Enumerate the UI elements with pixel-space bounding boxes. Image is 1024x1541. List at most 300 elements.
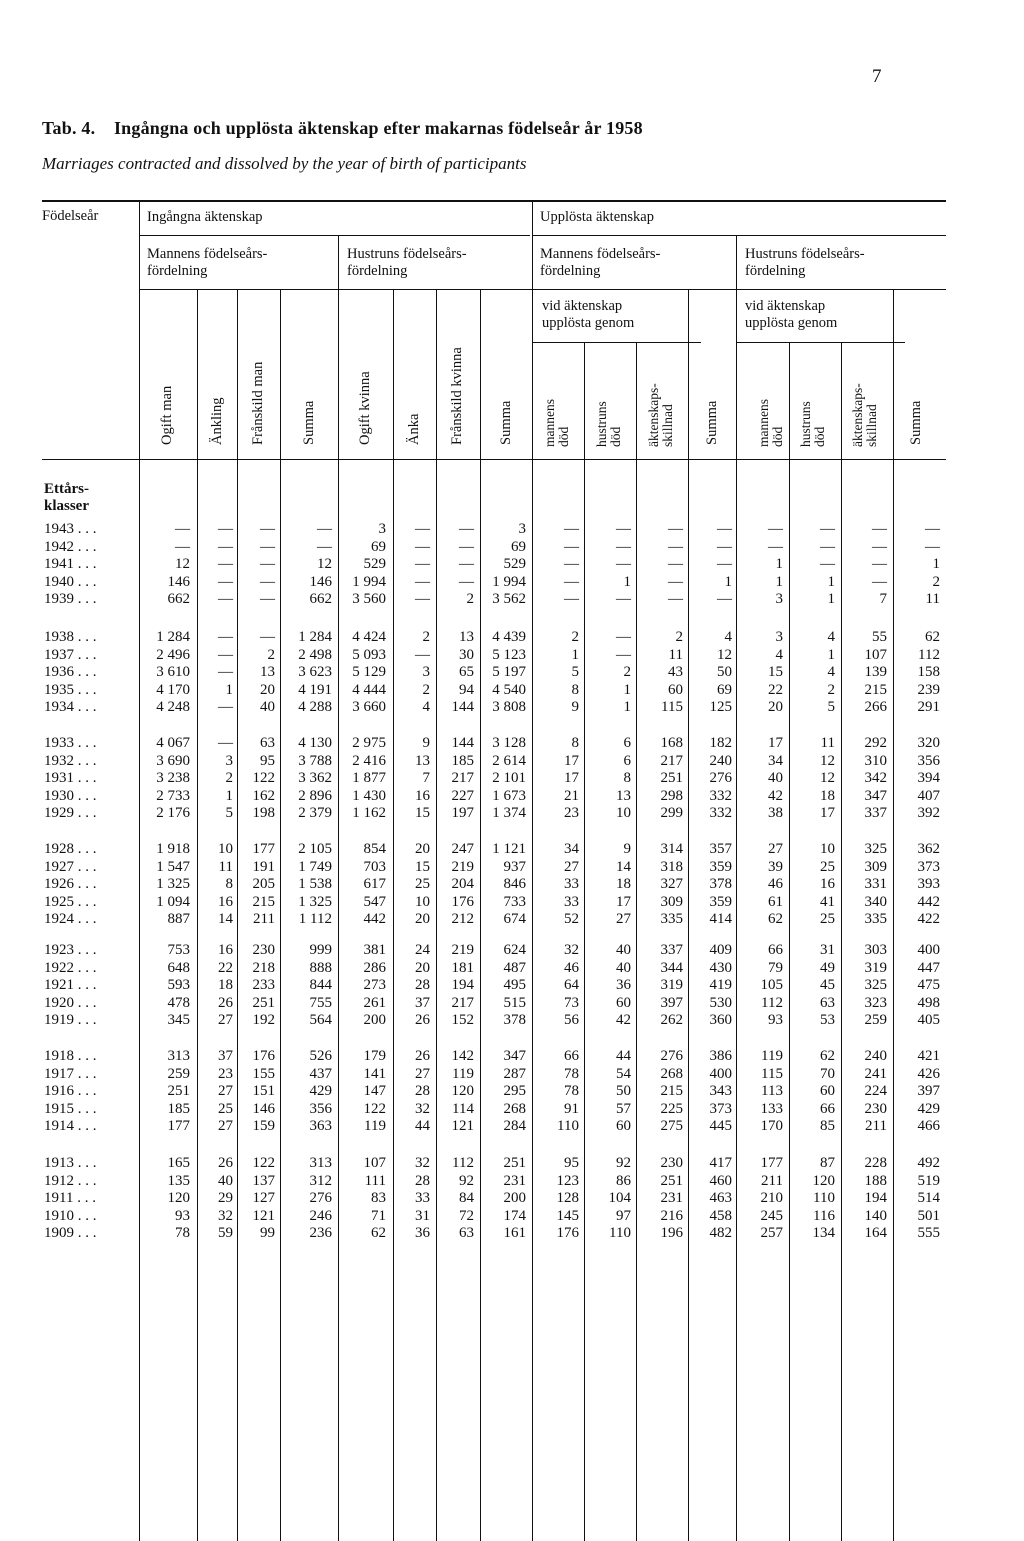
table-cell: 2 101 — [492, 770, 526, 787]
table-cell: 359 — [709, 893, 732, 910]
table-cell: 144 — [451, 735, 474, 751]
table-cell: 25 — [415, 876, 430, 893]
col-header-line: död — [556, 426, 571, 447]
table-cell: 165 — [167, 1155, 190, 1171]
table-cell: 400 — [709, 1065, 732, 1082]
table-cell: 177 — [167, 1118, 190, 1135]
dissolved-wife-dist-line1: Hustruns födelseårs- — [745, 246, 865, 262]
table-cell: 78 — [175, 1225, 190, 1242]
table-cell: — — [616, 646, 631, 663]
table-cell: 1 — [225, 787, 233, 804]
table-cell: 887 — [167, 911, 190, 928]
table-cell: 397 — [660, 994, 683, 1011]
table-cell: 158 — [917, 664, 940, 681]
table-row — [0, 590, 1024, 608]
table-cell: 145 — [556, 1207, 579, 1224]
row-year: 1909 . . . — [44, 1225, 97, 1242]
table-cell: 335 — [864, 911, 887, 928]
table-cell: 4 — [422, 699, 430, 716]
table-cell: 2 — [623, 664, 631, 681]
table-row — [0, 752, 1024, 770]
table-cell: 97 — [616, 1207, 631, 1224]
table-cell: 343 — [709, 1083, 732, 1100]
table-cell: 1 430 — [352, 787, 386, 804]
table-cell: 1 — [827, 573, 835, 590]
table-cell: 225 — [660, 1100, 683, 1117]
table-cell: 648 — [167, 959, 190, 976]
table-cell: — — [925, 521, 940, 537]
table-cell: 1 112 — [298, 911, 332, 928]
table-cell: 25 — [218, 1100, 233, 1117]
table-cell: 2 — [827, 681, 835, 698]
table-row — [0, 769, 1024, 787]
table-cell: 337 — [864, 805, 887, 822]
table-title-text: Ingångna och upplösta äktenskap efter makarnas födelseår år 1958 — [113, 118, 643, 138]
table-cell: 227 — [451, 787, 474, 804]
table-cell: 1 162 — [352, 805, 386, 822]
table-cell: 313 — [309, 1155, 332, 1171]
table-cell: — — [616, 556, 631, 573]
table-cell: 1 — [571, 646, 579, 663]
table-cell: 430 — [709, 959, 732, 976]
table-cell: 257 — [760, 1225, 783, 1242]
table-cell: 42 — [768, 787, 783, 804]
table-cell: 62 — [768, 911, 783, 928]
table-cell: 16 — [415, 787, 430, 804]
table-cell: 46 — [768, 876, 783, 893]
table-cell: 43 — [668, 664, 683, 681]
row-year: 1943 . . . — [44, 521, 97, 537]
col-header-line: död — [770, 426, 785, 447]
table-row — [0, 1065, 1024, 1083]
table-cell: 429 — [309, 1083, 332, 1100]
table-row — [0, 804, 1024, 822]
col-header-line: död — [812, 426, 827, 447]
dissolved-husband-dist-header — [540, 246, 660, 280]
table-cell: 331 — [864, 876, 887, 893]
table-row — [0, 1011, 1024, 1029]
table-cell: 146 — [252, 1100, 275, 1117]
husband-dist-line2: fördelning — [147, 263, 208, 279]
row-year: 1916 . . . — [44, 1083, 97, 1100]
table-cell: — — [260, 521, 275, 537]
table-cell: 2 498 — [298, 646, 332, 663]
row-year: 1918 . . . — [44, 1048, 97, 1064]
table-cell: 141 — [363, 1065, 386, 1082]
table-cell: 323 — [864, 994, 887, 1011]
table-cell: — — [616, 591, 631, 608]
table-cell: 182 — [709, 735, 732, 751]
table-cell: 18 — [820, 787, 835, 804]
header-bottom-rule — [42, 459, 946, 460]
table-cell: 1 — [623, 573, 631, 590]
table-cell: 92 — [459, 1172, 474, 1189]
table-cell: 119 — [364, 1118, 386, 1135]
table-cell: 127 — [252, 1190, 275, 1207]
table-cell: 4 439 — [492, 629, 526, 645]
table-cell: 251 — [252, 994, 275, 1011]
table-cell: 170 — [760, 1118, 783, 1135]
table-cell: 309 — [660, 893, 683, 910]
table-cell: 2 — [932, 573, 940, 590]
table-cell: 110 — [557, 1118, 579, 1135]
table-cell: 475 — [917, 977, 940, 994]
col-header-franskild-man: Frånskild man — [250, 361, 266, 445]
table-cell: 23 — [218, 1065, 233, 1082]
table-cell: 205 — [252, 876, 275, 893]
col-header-hustruns-dod-2 — [799, 401, 827, 447]
table-cell: 292 — [864, 735, 887, 751]
table-cell: 268 — [503, 1100, 526, 1117]
table-cell: 463 — [709, 1190, 732, 1207]
table-cell: 26 — [218, 1155, 233, 1171]
table-cell: 104 — [608, 1190, 631, 1207]
subgroup-rule — [140, 289, 946, 290]
table-cell: 429 — [917, 1100, 940, 1117]
row-year: 1924 . . . — [44, 911, 97, 928]
table-cell: 9 — [422, 735, 430, 751]
col-header-aktenskapsskillnad-2 — [851, 383, 879, 447]
table-cell: 515 — [503, 994, 526, 1011]
table-cell: 286 — [363, 959, 386, 976]
table-cell: 194 — [864, 1190, 887, 1207]
table-cell: 17 — [820, 805, 835, 822]
table-cell: 198 — [252, 805, 275, 822]
table-cell: 4 — [724, 629, 732, 645]
table-cell: 268 — [660, 1065, 683, 1082]
table-row — [0, 1207, 1024, 1225]
table-cell: 36 — [616, 977, 631, 994]
row-year: 1929 . . . — [44, 805, 97, 822]
table-cell: 417 — [709, 1155, 732, 1171]
table-cell: 61 — [768, 893, 783, 910]
col-header-hustruns-dod-1 — [595, 401, 623, 447]
table-cell: 159 — [252, 1118, 275, 1135]
table-cell: 356 — [917, 752, 940, 769]
table-cell: 4 540 — [492, 681, 526, 698]
table-cell: 59 — [218, 1225, 233, 1242]
dissolved-by-rule-2 — [737, 342, 905, 343]
dissolved-husband-dist-line2: fördelning — [540, 263, 601, 279]
table-cell: 69 — [717, 681, 732, 698]
table-cell: 17 — [564, 770, 579, 787]
table-cell: 121 — [451, 1118, 474, 1135]
dissolved-by-rule-1 — [533, 342, 701, 343]
row-year: 1923 . . . — [44, 942, 97, 958]
table-cell: 854 — [363, 841, 386, 857]
table-cell: — — [616, 538, 631, 555]
table-cell: 8 — [571, 681, 579, 698]
table-cell: 36 — [415, 1225, 430, 1242]
row-year: 1942 . . . — [44, 538, 97, 555]
table-cell: 1 094 — [156, 893, 190, 910]
table-row — [0, 573, 1024, 591]
table-cell: 519 — [917, 1172, 940, 1189]
table-cell: 392 — [917, 805, 940, 822]
table-cell: 111 — [364, 1172, 386, 1189]
table-cell: 41 — [820, 893, 835, 910]
dissolved-by-line1: vid äktenskap — [745, 298, 826, 314]
row-year: 1940 . . . — [44, 573, 97, 590]
table-cell: 9 — [623, 841, 631, 857]
table-cell: 3 — [775, 629, 783, 645]
table-cell: 247 — [451, 841, 474, 857]
table-cell: — — [564, 538, 579, 555]
table-cell: 211 — [865, 1118, 887, 1135]
table-cell: — — [564, 556, 579, 573]
table-cell: — — [820, 521, 835, 537]
table-cell: 8 — [571, 735, 579, 751]
table-cell: 27 — [415, 1065, 430, 1082]
table-cell: 12 — [820, 770, 835, 787]
table-cell: 624 — [503, 942, 526, 958]
table-cell: 4 248 — [156, 699, 190, 716]
table-cell: 1 — [623, 699, 631, 716]
table-cell: 115 — [661, 699, 683, 716]
table-cell: 94 — [459, 681, 474, 698]
table-cell: 10 — [218, 841, 233, 857]
table-cell: 26 — [218, 994, 233, 1011]
row-year: 1937 . . . — [44, 646, 97, 663]
table-cell: 40 — [616, 942, 631, 958]
table-cell: 16 — [820, 876, 835, 893]
table-cell: 2 496 — [156, 646, 190, 663]
table-cell: 1 284 — [156, 629, 190, 645]
table-cell: 28 — [415, 1172, 430, 1189]
table-cell: 177 — [252, 841, 275, 857]
table-cell: 40 — [260, 699, 275, 716]
table-cell: 32 — [564, 942, 579, 958]
table-cell: — — [218, 629, 233, 645]
table-cell: 262 — [660, 1012, 683, 1029]
table-cell: 62 — [820, 1048, 835, 1064]
table-cell: 337 — [660, 942, 683, 958]
table-subtitle: Marriages contracted and dissolved by the year of birth of participants — [42, 154, 527, 173]
table-cell: 69 — [511, 538, 526, 555]
table-cell: 1 994 — [352, 573, 386, 590]
table-cell: — — [768, 538, 783, 555]
table-row — [0, 840, 1024, 858]
table-cell: 5 — [225, 805, 233, 822]
table-cell: 11 — [668, 646, 683, 663]
table-cell: 32 — [415, 1100, 430, 1117]
table-cell: — — [668, 573, 683, 590]
table-cell: 120 — [812, 1172, 835, 1189]
table-cell: 261 — [363, 994, 386, 1011]
table-cell: 20 — [415, 959, 430, 976]
table-cell: 20 — [415, 841, 430, 857]
table-cell: 421 — [917, 1048, 940, 1064]
table-cell: — — [820, 538, 835, 555]
table-cell: 44 — [415, 1118, 430, 1135]
table-cell: 34 — [768, 752, 783, 769]
table-cell: 458 — [709, 1207, 732, 1224]
age-classes-label — [44, 481, 89, 515]
table-cell: 2 614 — [492, 752, 526, 769]
col-header-line: mannens — [542, 399, 557, 447]
row-year: 1931 . . . — [44, 770, 97, 787]
table-cell: 4 288 — [298, 699, 332, 716]
table-cell: — — [415, 573, 430, 590]
table-cell: 2 — [267, 646, 275, 663]
table-cell: 478 — [167, 994, 190, 1011]
table-cell: 142 — [451, 1048, 474, 1064]
table-row — [0, 910, 1024, 928]
table-cell: 137 — [252, 1172, 275, 1189]
table-cell: 40 — [616, 959, 631, 976]
table-cell: 1 325 — [156, 876, 190, 893]
table-cell: 325 — [864, 841, 887, 857]
table-cell: 37 — [415, 994, 430, 1011]
table-cell: 55 — [872, 629, 887, 645]
table-cell: 37 — [218, 1048, 233, 1064]
table-cell: 120 — [167, 1190, 190, 1207]
table-cell: 113 — [761, 1083, 783, 1100]
table-cell: 78 — [564, 1065, 579, 1082]
table-cell: 146 — [167, 573, 190, 590]
table-row — [0, 681, 1024, 699]
col-header-line: äktenskaps- — [850, 383, 865, 447]
table-cell: 482 — [709, 1225, 732, 1242]
table-cell: 492 — [917, 1155, 940, 1171]
table-cell: 230 — [864, 1100, 887, 1117]
table-cell: 1 284 — [298, 629, 332, 645]
table-cell: 284 — [503, 1118, 526, 1135]
table-cell: 999 — [309, 942, 332, 958]
wife-dist-line2: fördelning — [347, 263, 408, 279]
table-cell: 10 — [616, 805, 631, 822]
table-cell: 219 — [451, 942, 474, 958]
table-cell: 144 — [451, 699, 474, 716]
table-cell: 4 191 — [298, 681, 332, 698]
row-year: 1927 . . . — [44, 858, 97, 875]
table-cell: 394 — [917, 770, 940, 787]
table-cell: 487 — [503, 959, 526, 976]
table-cell: 8 — [225, 876, 233, 893]
table-cell: 1 — [827, 591, 835, 608]
table-cell: 200 — [503, 1190, 526, 1207]
table-cell: — — [668, 538, 683, 555]
table-cell: 345 — [167, 1012, 190, 1029]
table-cell: 28 — [415, 977, 430, 994]
col-header-ogift-kvinna: Ogift kvinna — [357, 371, 373, 445]
table-cell: 33 — [564, 876, 579, 893]
table-cell: 26 — [415, 1048, 430, 1064]
birth-year-header: Födelseår — [42, 208, 99, 224]
table-cell: 83 — [371, 1190, 386, 1207]
table-cell: 122 — [363, 1100, 386, 1117]
table-cell: — — [218, 521, 233, 537]
table-cell: 194 — [451, 977, 474, 994]
row-year: 1934 . . . — [44, 699, 97, 716]
table-cell: — — [260, 591, 275, 608]
table-cell: 325 — [864, 977, 887, 994]
table-title — [42, 118, 643, 139]
table-cell: 3 788 — [298, 752, 332, 769]
table-cell: 9 — [571, 699, 579, 716]
table-cell: 17 — [616, 893, 631, 910]
table-cell: 844 — [309, 977, 332, 994]
row-year: 1913 . . . — [44, 1155, 97, 1171]
table-cell: 92 — [616, 1155, 631, 1171]
table-cell: 215 — [864, 681, 887, 698]
table-cell: 405 — [917, 1012, 940, 1029]
table-cell: 442 — [917, 893, 940, 910]
col-header-anka: Änka — [406, 413, 422, 445]
table-cell: 20 — [260, 681, 275, 698]
table-cell: 15 — [415, 805, 430, 822]
dissolved-wife-dist-line2: fördelning — [745, 263, 806, 279]
table-cell: 529 — [363, 556, 386, 573]
table-cell: — — [415, 521, 430, 537]
table-cell: 13 — [260, 664, 275, 681]
table-row — [0, 1082, 1024, 1100]
group-rule-dissolved — [533, 235, 946, 236]
table-cell: 15 — [415, 858, 430, 875]
table-cell: 4 067 — [156, 735, 190, 751]
table-cell: 63 — [260, 735, 275, 751]
table-cell: 155 — [252, 1065, 275, 1082]
table-cell: 937 — [503, 858, 526, 875]
table-cell: 356 — [309, 1100, 332, 1117]
table-cell: 703 — [363, 858, 386, 875]
table-row — [0, 663, 1024, 681]
table-cell: 185 — [451, 752, 474, 769]
table-cell: 65 — [459, 664, 474, 681]
table-cell: — — [872, 521, 887, 537]
table-cell: 2 — [422, 681, 430, 698]
row-year: 1939 . . . — [44, 591, 97, 608]
table-cell: 662 — [309, 591, 332, 608]
table-cell: 32 — [218, 1207, 233, 1224]
table-cell: — — [717, 521, 732, 537]
col-header-summa-4: Summa — [908, 400, 924, 445]
dissolved-by-line2: upplösta genom — [745, 315, 838, 331]
table-row — [0, 628, 1024, 646]
table-row — [0, 893, 1024, 911]
table-cell: 66 — [564, 1048, 579, 1064]
table-cell: — — [768, 521, 783, 537]
col-header-franskild-kvinna: Frånskild kvinna — [449, 347, 465, 445]
table-cell: 211 — [761, 1172, 783, 1189]
table-cell: — — [564, 591, 579, 608]
table-row — [0, 520, 1024, 538]
table-cell: 2 379 — [298, 805, 332, 822]
table-cell: 3 — [775, 591, 783, 608]
table-cell: 4 — [827, 664, 835, 681]
table-cell: 38 — [768, 805, 783, 822]
table-cell: 5 093 — [352, 646, 386, 663]
table-cell: 3 — [378, 521, 386, 537]
row-year: 1935 . . . — [44, 681, 97, 698]
table-cell: 319 — [660, 977, 683, 994]
table-cell: 192 — [252, 1012, 275, 1029]
table-cell: 125 — [709, 699, 732, 716]
table-cell: 204 — [451, 876, 474, 893]
table-cell: 116 — [813, 1207, 835, 1224]
table-cell: — — [668, 521, 683, 537]
table-cell: 6 — [623, 752, 631, 769]
table-cell: 135 — [167, 1172, 190, 1189]
table-cell: 755 — [309, 994, 332, 1011]
table-cell: 46 — [564, 959, 579, 976]
table-cell: 224 — [864, 1083, 887, 1100]
table-cell: 217 — [660, 752, 683, 769]
table-cell: 10 — [820, 841, 835, 857]
table-cell: 14 — [616, 858, 631, 875]
table-cell: 16 — [218, 942, 233, 958]
table-cell: 66 — [820, 1100, 835, 1117]
